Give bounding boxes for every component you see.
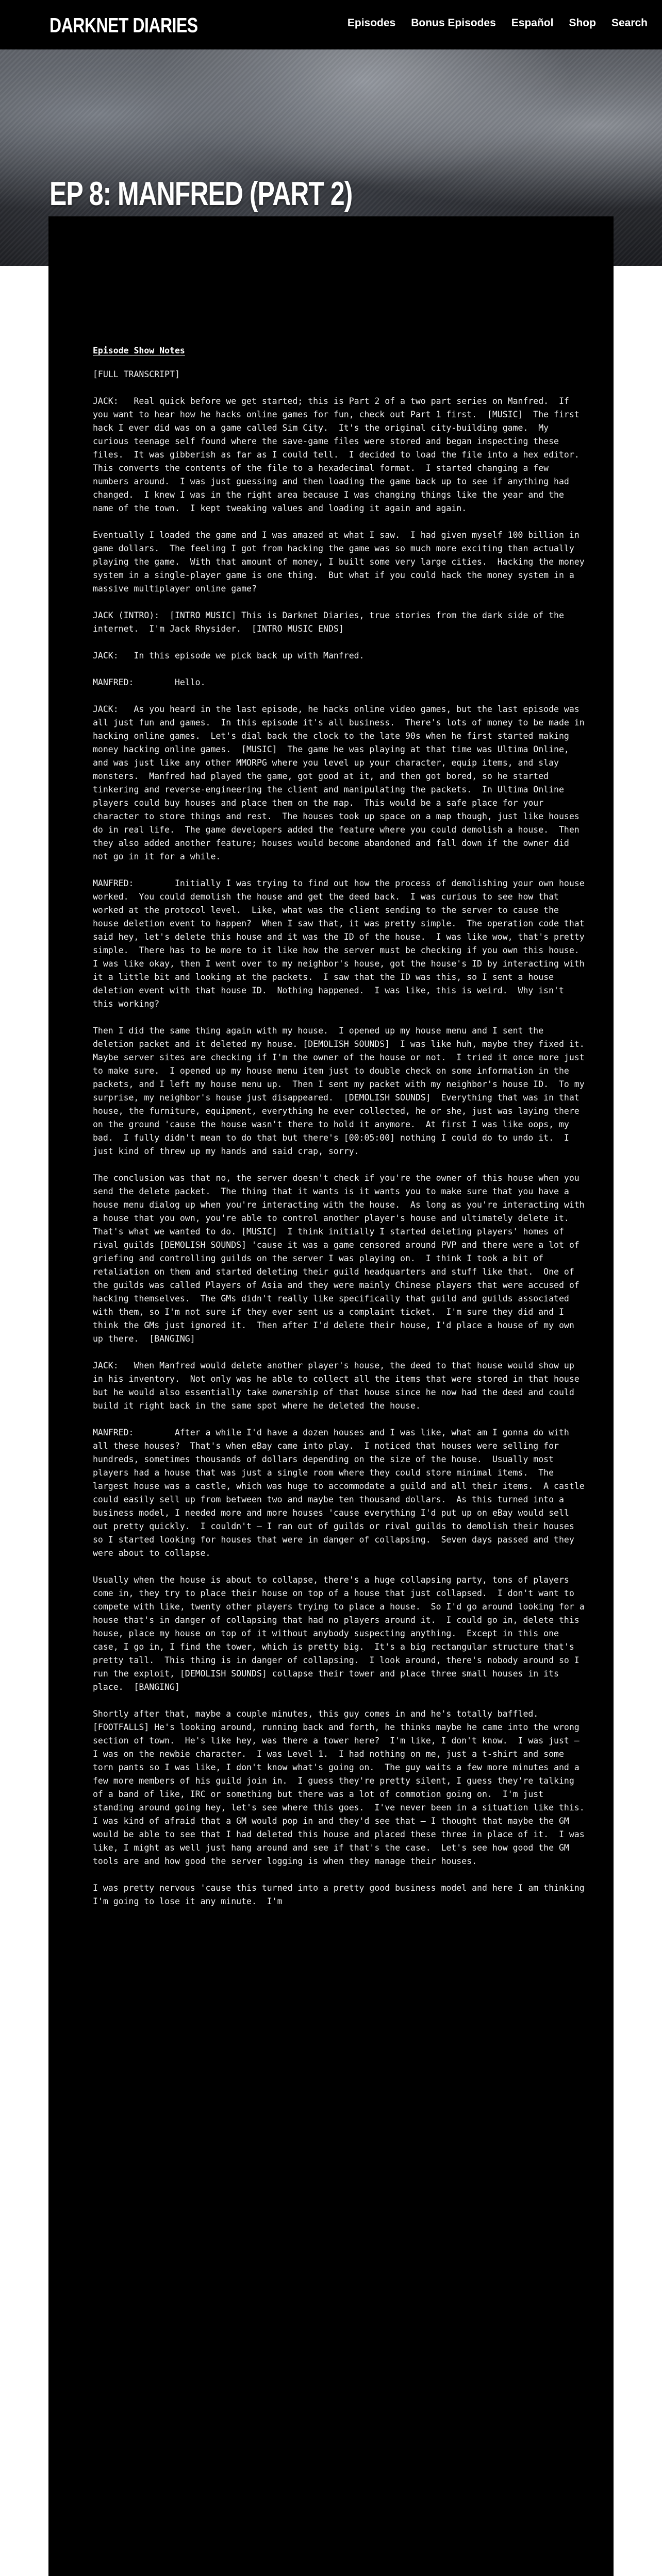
transcript-paragraph: JACK: When Manfred would delete another player's house, the deed to that house would show up in his inventory. Not only was he able to collect all the items that were stored in that house but he would also essentially take ownership of that house since he now had the deed and could build it right back in the same spot where he deleted the house.	[93, 1361, 585, 1411]
transcript-paragraph: [FULL TRANSCRIPT]	[93, 369, 180, 379]
nav-link-espanol[interactable]: Español	[511, 17, 554, 29]
episode-content	[48, 216, 614, 2576]
transcript-paragraph: JACK: Real quick before we get started; this is Part 2 of a two part series on Manfred. If you want to hear how he hacks online games for fun, check out Part 1 first. [MUSIC] The first hack I ever did was on a game called Sim City. It's the original city-building game. My curious teenage self found where the save-game files were stored and began inspecting these files. It was gibberish as far as I could tell. I decided to load the file into a hex editor. This converts the contents of the file to a hexadecimal format. I started changing a few numbers around. I was just guessing and then loading the game back up to see if anything had changed. I knew I was in the right area because I was changing things like the year and the name of the town. I kept tweaking values and loading it again and again.	[93, 396, 590, 513]
transcript-paragraph: MANFRED: Initially I was trying to find out how the process of demolishing your own house worked. You could demolish the house and get the deed back. I was curious to see how that worked at the protocol level. Like, what was the client sending to the server to cause the house deletion event to happen? When I saw that, it was pretty simple. The operation code that said hey, let's delete this house and it was the ID of the house. I was like wow, that's pretty simple. There has to be more to it like how the server must be checking if you own this house. I was like okay, then I went over to my neighbor's house, got the house's ID by interacting with it a little bit and looking at the packets. I saw that the ID was this, so I sent a house deletion event with that house ID. Nothing happened. I was like, this is weird. Why isn't this working?	[93, 878, 590, 1009]
transcript-paragraph: The conclusion was that no, the server doesn't check if you're the owner of this house when you send the delete packet. The thing that it wants is it wants you to make sure that you have a house menu dialog up when you're interacting with the house. As long as you're interacting with a house that you own, you're able to control another player's house and ultimately delete it. That's what we wanted to do. [MUSIC] I think initially I started deleting players' homes of rival guilds [DEMOLISH SOUNDS] 'cause it was a game censored around PVP and there were a lot of griefing and controlling guilds on the server I was playing on. I think I took a bit of retaliation on them and started deleting their guild headquarters and stuff like that. One of the guilds was called Players of Asia and they were mainly Chinese players that were accused of hacking themselves. The GMs didn't really like specifically that guild and guilds associated with them, so I'm not sure if they ever sent us a complaint ticket. I'm sure they did and I think the GMs just ignored it. Then after I'd delete their house, I'd place a house of my own up there. [BANGING]	[93, 1173, 590, 1344]
transcript-paragraph: MANFRED: After a while I'd have a dozen houses and I was like, what am I gonna do with all these houses? That's when eBay came into play. I noticed that houses were selling for hundreds, sometimes thousands of dollars depending on the size of the house. Usually most players had a house that was just a single room where they could store minimal items. The largest house was a castle, which was huge to accommodate a guild and all their items. A castle could easily sell up from between two and maybe ten thousand dollars. As this turned into a business model, I needed more and more houses 'cause everything I'd put up on eBay would sell out pretty quickly. I couldn't — I ran out of guilds or rival guilds to demolish their houses so I started looking for houses that were in danger of collapsing. Seven days passed and they were about to collapse.	[93, 1428, 590, 1558]
main-nav	[347, 17, 648, 29]
transcript	[93, 368, 595, 1908]
episode-title: EP 8: MANFRED (PART 2)	[49, 174, 353, 212]
transcript-paragraph: JACK (INTRO): [INTRO MUSIC] This is Darknet Diaries, true stories from the dark side of the internet. I'm Jack Rhysider. [INTRO MUSIC ENDS]	[93, 611, 569, 634]
transcript-paragraph: Shortly after that, maybe a couple minutes, this guy comes in and he's totally baffled. [FOOTFALLS] He's looking around, running back and forth, he thinks maybe he came into the wrong section of town. He's like hey, was there a tower here? I'm like, I don't know. I was just — I was on the newbie character. I was Level 1. I had nothing on me, just a t-shirt and some torn pants so I was like, I don't know what's going on. The guy waits a few more minutes and a few more members of his guild join in. I guess they're pretty silent, I guess they're talking of a band of like, IRC or something but there was a lot of commotion going on. I'm just standing around going hey, let's see where this goes. I've never been in a situation like this. I was kind of afraid that a GM would pop in and they'd see that — I thought that maybe the GM would be able to see that I had deleted this house and placed these three in place of it. I was like, I might as well just hang around and see if that's the case. Let's see how good the GM tools are and how good the server logging is when they manage their houses.	[93, 1709, 595, 1866]
transcript-paragraph: Usually when the house is about to collapse, there's a huge collapsing party, tons of players come in, they try to place their house on top of a house that just collapsed. I don't want to compete with like, twenty other players trying to place a house. So I'd go around looking for a house that's in danger of collapsing that had no players around it. I could go in, delete this house, place my house on top of it without anybody suspecting anything. Except in this one case, I go in, I find the tower, which is pretty big. It's a big rectangular structure that's pretty tall. This thing is in danger of collapsing. I look around, there's nobody around so I run the exploit, [DEMOLISH SOUNDS] collapse their tower and place three small houses in its place. [BANGING]	[93, 1575, 590, 1692]
transcript-paragraph: Eventually I loaded the game and I was amazed at what I saw. I had given myself 100 billion in game dollars. The feeling I got from hacking the game was so much more exciting than actually playing the game. With that amount of money, I built some very large cities. Hacking the money system in a single-player game is one thing. But what if you could hack the money system in a massive multiplayer online game?	[93, 530, 590, 594]
transcript-paragraph: Then I did the same thing again with my house. I opened up my house menu and I sent the deletion packet and it deleted my house. [DEMOLISH SOUNDS] I was like huh, maybe they fixed it. Maybe server sites are checking if I'm the owner of the house or not. I tried it once more just to make sure. I opened up my house menu item just to double check on some information in the packets, and I left my house menu up. Then I sent my packet with my neighbor's house ID. To my surprise, my neighbor's house just disappeared. [DEMOLISH SOUNDS] Everything that was in that house, the furniture, equipment, everything he ever collected, he or she, just was laying there on the ground 'cause the house wasn't there to hold it anymore. At first I was like oops, my bad. I fully didn't mean to do that but there's [00:05:00] nothing I could do to undo it. I just kind of threw up my hands and said crap, sorry.	[93, 1026, 595, 1156]
nav-link-shop[interactable]: Shop	[569, 17, 596, 29]
nav-link-bonus-episodes[interactable]: Bonus Episodes	[411, 17, 496, 29]
transcript-paragraph: I was pretty nervous 'cause this turned into a pretty good business model and here I am thinking I'm going to lose it any minute. I'm	[93, 1883, 590, 1906]
nav-link-search[interactable]: Search	[611, 17, 648, 29]
transcript-paragraph: MANFRED: Hello.	[93, 677, 206, 687]
site-logo[interactable]: DARKNET DIARIES	[49, 13, 198, 37]
transcript-paragraph: JACK: In this episode we pick back up with Manfred.	[93, 651, 365, 660]
top-navigation-bar	[0, 0, 662, 49]
transcript-paragraph: JACK: As you heard in the last episode, he hacks online video games, but the last episode was all just fun and games. In this episode it's all business. There's lots of money to be made in hacking online games. Let's dial back the clock to the late 90s when he first started making money hacking online games. [MUSIC] The game he was playing at that time was Ultima Online, and was just like any other MMORPG where you level up your character, equip items, and slay monsters. Manfred had played the game, got good at it, and then got bored, so he started tinkering and reverse-engineering the client and manipulating the packets. In Ultima Online players could buy houses and place them on the map. This would be a safe place for your character to store things and rest. The houses took up space on a map though, just like houses do in real life. The game developers added the feature where you could demolish a house. Then they also added another feature; houses would become abandoned and fall down if the owner did not go in it for a while.	[93, 704, 590, 861]
content-inner	[48, 216, 614, 1908]
show-notes-heading: Episode Show Notes	[93, 346, 185, 355]
nav-link-episodes[interactable]: Episodes	[347, 17, 396, 29]
